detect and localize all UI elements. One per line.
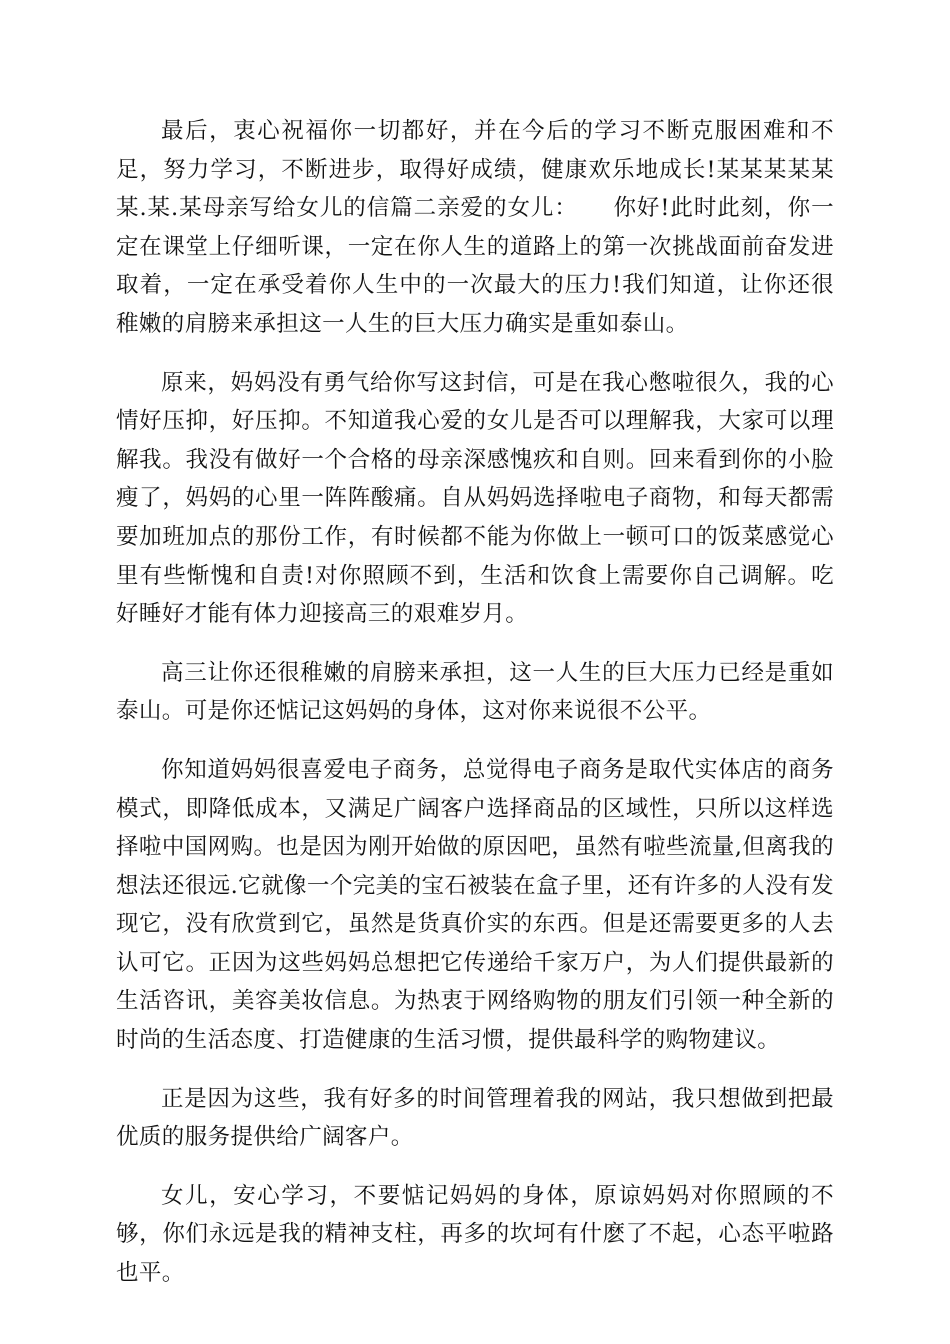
- paragraph-5: 正是因为这些，我有好多的时间管理着我的网站，我只想做到把最优质的服务提供给广阔客户。: [116, 1085, 834, 1151]
- paragraph-2: 原来，妈妈没有勇气给你写这封信，可是在我心憋啦很久，我的心情好压抑，好压抑。不知道我心爱的女儿是否可以理解我，大家可以理解我。我没有做好一个合格的母亲深感愧疚和自则。回来看到你的小脸瘦了，妈妈的心里一阵阵酸痛。自从妈妈选择啦电子商物，和每天都需要加班加点的那份工作，有时候都不能为你做上一顿可口的饭菜感觉心里有些惭愧和自责!对你照顾不到，生活和饮食上需要你自己调解。吃好睡好才能有体力迎接高三的艰难岁月。: [116, 369, 834, 628]
- paragraph-3: 高三让你还很稚嫩的肩膀来承担，这一人生的巨大压力已经是重如泰山。可是你还惦记这妈妈的身体，这对你来说很不公平。: [116, 659, 834, 725]
- paragraph-6: 女儿，安心学习，不要惦记妈妈的身体，原谅妈妈对你照顾的不够，你们永远是我的精神支柱，再多的坎坷有什麽了不起，心态平啦路也平。: [116, 1182, 834, 1287]
- paragraph-4: 你知道妈妈很喜爱电子商务，总觉得电子商务是取代实体店的商务模式，即降低成本，又满足广阔客户选择商品的区域性，只所以这样选择啦中国网购。也是因为刚开始做的原因吧，虽然有啦些流量,但离我的想法还很远.它就像一个完美的宝石被装在盒子里，还有许多的人没有发现它，没有欣赏到它，虽然是货真价实的东西。但是还需要更多的人去认可它。正因为这些妈妈总想把它传递给千家万户，为人们提供最新的生活咨讯，美容美妆信息。为热衷于网络购物的朋友们引领一种全新的时尚的生活态度、打造健康的生活习惯，提供最科学的购物建议。: [116, 756, 834, 1054]
- paragraph-1: 最后，衷心祝福你一切都好，并在今后的学习不断克服困难和不足，努力学习，不断进步，取得好成绩，健康欢乐地成长!某某某某某某.某.某母亲写给女儿的信篇二亲爱的女儿： 你好!此时此刻，你一定在课堂上仔细听课，一定在你人生的道路上的第一次挑战面前奋发进取着，一定在承受着你人生中的一次最大的压力!我们知道，让你还很稚嫩的肩膀来承担这一人生的巨大压力确实是重如泰山。: [116, 118, 834, 337]
- letter-body: [116, 112, 834, 1313]
